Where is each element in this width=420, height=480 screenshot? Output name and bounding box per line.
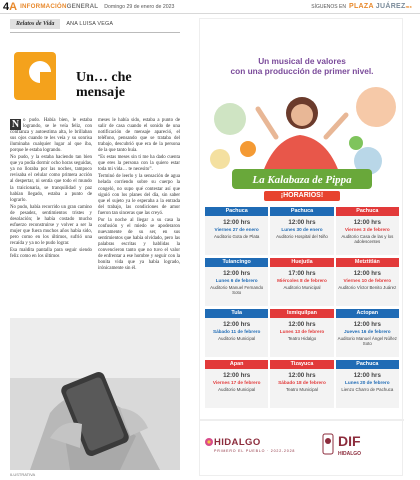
page-number: 4A bbox=[3, 0, 18, 13]
page-header bbox=[0, 0, 420, 14]
schedule-time: 12:00 hrs bbox=[288, 372, 316, 379]
schedule-date: Lunes 30 de enero bbox=[281, 227, 323, 232]
schedule-date: Lunes 13 de febrero bbox=[279, 329, 325, 334]
schedule-venue: Auditorio Manuel Ángel Núñez Soto bbox=[337, 336, 397, 346]
hands-phone-illustration bbox=[10, 318, 180, 470]
sponsor-footer bbox=[200, 419, 404, 477]
article-body bbox=[10, 118, 180, 273]
schedule-city: Tula bbox=[205, 309, 268, 318]
follow-label: SÍGUENOS EN bbox=[311, 3, 346, 10]
schedule-time: 12:00 hrs bbox=[223, 321, 251, 328]
schedule-date: Viernes 3 de febrero bbox=[344, 227, 390, 232]
government-logo: HIDALGO bbox=[214, 437, 261, 448]
schedule-time: 12:00 hrs bbox=[223, 270, 251, 277]
author-name: ANA LUISA VEGA bbox=[66, 21, 114, 27]
schedule-city: Metztitlán bbox=[336, 258, 399, 267]
brand-logo[interactable]: PLAZA JUÁREZmx bbox=[348, 3, 412, 10]
headline-block bbox=[10, 42, 180, 114]
schedule-cell bbox=[270, 207, 333, 255]
article-photo bbox=[10, 318, 180, 470]
schedule-time: 12:00 hrs bbox=[353, 372, 381, 379]
schedule-date: Viernes 17 de febrero bbox=[212, 380, 261, 385]
svg-text:La Kalabaza de Pippa: La Kalabaza de Pippa bbox=[252, 174, 352, 186]
schedule-time: 12:00 hrs bbox=[223, 219, 251, 226]
schedule-venue: Auditorio Casa de las y los adolescentes bbox=[341, 234, 394, 244]
schedule-venue: Auditorio Municipal bbox=[218, 336, 256, 341]
schedule-venue: Lienzo Charro de Pachuca bbox=[341, 387, 394, 392]
show-logo-banner bbox=[230, 167, 374, 191]
article-column-2: meses le había sido, estaba a punto de salir de casa cuando el sonido de una notificación de mensaje apareció, el teléfono, pensando que se trataba del trabajo, descubrió que era de la persona de la que tanto huía. “Es estas meses sin ti me ha dado cuenta que eres la persona con la quiero estar toda mi vida… te necesito”. Terminó de leerlo y la sensación de agua helada corriendo sobre su cuerpo la congeló, no supo qué contestar así que siguió con los planes del día, sin saber que el sujeto ya le esperaba a la entrada del trabajo, las condiciones de amor fueron tan sinceras que las creyó. Por la noche al llegar a su casa la confusión y el miedo se apoderaron nuevamente de su ser, en sus sentimientos que había olvidado, pero las palabras escritas y hablidas la convencieron tanto que no tuvo el valor de enfrentar a ese hombre y seguir con la bonita vida que ya había logrado, irónicamente sin él. bbox=[98, 118, 180, 272]
schedule-time: 17:00 hrs bbox=[288, 270, 316, 277]
schedule-time: 12:00 hrs bbox=[223, 372, 251, 379]
schedule-city: Pachuca bbox=[336, 207, 399, 216]
schedule-city: Ixmiquilpan bbox=[270, 309, 333, 318]
drop-cap: N bbox=[11, 119, 20, 130]
show-logo bbox=[230, 167, 374, 191]
schedule-cell bbox=[270, 360, 333, 408]
schedule-cell bbox=[205, 258, 268, 306]
schedule-cell bbox=[270, 258, 333, 306]
schedule-date: Viernes 27 de enero bbox=[214, 227, 259, 232]
column-tag: Relatos de Vida bbox=[10, 19, 60, 29]
schedule-time: 12:00 hrs bbox=[288, 321, 316, 328]
schedule-date: Lunes 6 de febrero bbox=[215, 278, 258, 283]
schedule-venue: Teatro Hidalgo bbox=[287, 336, 317, 341]
schedule-city: Actopan bbox=[336, 309, 399, 318]
column-kicker bbox=[10, 18, 180, 30]
photo-credit: ILUSTRATIVA bbox=[10, 472, 36, 477]
schedule-cell bbox=[270, 309, 333, 357]
schedule-date: Jueves 16 de febrero bbox=[344, 329, 391, 334]
schedule-date: Sábado 11 de febrero bbox=[212, 329, 261, 334]
schedule-city: Tizayuca bbox=[270, 360, 333, 369]
schedule-city: Tulancingo bbox=[205, 258, 268, 267]
issue-date: Domingo 29 de enero de 2023 bbox=[104, 3, 175, 10]
dif-logo: DIF bbox=[338, 433, 361, 449]
flower-icon bbox=[204, 437, 214, 447]
article bbox=[10, 18, 180, 476]
schedule-cell bbox=[336, 360, 399, 408]
schedule-venue: Teatro Municipal bbox=[286, 387, 318, 392]
quote-mark-icon bbox=[10, 48, 70, 108]
schedule-date: Sábado 18 de febrero bbox=[278, 380, 326, 385]
schedule-city: Pachuca bbox=[205, 207, 268, 216]
schedule-grid bbox=[205, 207, 399, 408]
schedule-date: Lunes 20 de febrero bbox=[345, 380, 390, 385]
government-slogan: PRIMERO EL PUEBLO · 2022-2028 bbox=[214, 449, 296, 453]
schedule-label: ¡HORARIOS! bbox=[264, 191, 340, 201]
schedule-venue: Auditorio Víctor Benito Juárez bbox=[338, 285, 397, 290]
schedule-time: 12:00 hrs bbox=[353, 219, 381, 226]
schedule-venue: Auditorio Municipal bbox=[218, 387, 256, 392]
ad-headline: Un musical de valores con una producción de primer nivel. bbox=[230, 56, 374, 76]
headline: Un… che mensaje bbox=[76, 70, 132, 100]
schedule-venue: Auditorio Gota de Plata bbox=[213, 234, 260, 239]
schedule-venue: Auditorio Hospital del Niño bbox=[276, 234, 328, 239]
event-advertisement bbox=[199, 18, 403, 476]
divider bbox=[10, 32, 180, 33]
schedule-cell bbox=[336, 258, 399, 306]
schedule-cell bbox=[205, 207, 268, 255]
article-column-1: N o pudo. Había bien, le estaba logrando, se le veía feliz, con confianza y autoestima alta, le brillaban sus ojos cuando te les veía y su sonrisa iluminaba cualquier lugar al que iba, porque le estaba logrando. No pudo, y la estaba haciendo tan bien que ya podía dormir ocho horas seguidas, ya no lloraba por las noches, tampoco revisaba el celular como primera acción al despertar, ni sentía que todo el mundo la traicionaria, se tranquilidad y paz habían llegado, estaba a punto de lograrlo. No pudo, había recorrido un gran camino de pesadez, sentimientos tristes y desolación; le había costado mucho esfuerzo reconstruirse y volver a ser la mujer que fuera muchos años había sido, pero como en los últimos, sufrió una recaída y ya no le pudo lograr. Esa maldita pantalla para seguir siendo feliz como en los últimos bbox=[10, 118, 92, 260]
schedule-city: Pachuca bbox=[336, 360, 399, 369]
schedule-cell bbox=[205, 360, 268, 408]
schedule-date: Viernes 10 de febrero bbox=[343, 278, 392, 283]
schedule-city: Apan bbox=[205, 360, 268, 369]
schedule-time: 12:00 hrs bbox=[353, 321, 381, 328]
schedule-cell bbox=[205, 309, 268, 357]
performer-illustration bbox=[200, 79, 404, 181]
schedule-cell bbox=[336, 207, 399, 255]
schedule-venue: Auditorio Manuel Fernando Soto bbox=[210, 285, 264, 295]
schedule-date: Miércoles 8 de febrero bbox=[277, 278, 327, 283]
schedule-city: Huejutla bbox=[270, 258, 333, 267]
section-title: INFORMACIÓNGENERAL bbox=[20, 3, 99, 10]
schedule-venue: Auditorio Municipal bbox=[283, 285, 321, 290]
schedule-cell bbox=[336, 309, 399, 357]
schedule-city: Pachuca bbox=[270, 207, 333, 216]
seal-icon bbox=[322, 433, 334, 455]
schedule-time: 12:00 hrs bbox=[288, 219, 316, 226]
dif-sub: HIDALGO bbox=[338, 451, 362, 457]
schedule-time: 12:00 hrs bbox=[353, 270, 381, 277]
